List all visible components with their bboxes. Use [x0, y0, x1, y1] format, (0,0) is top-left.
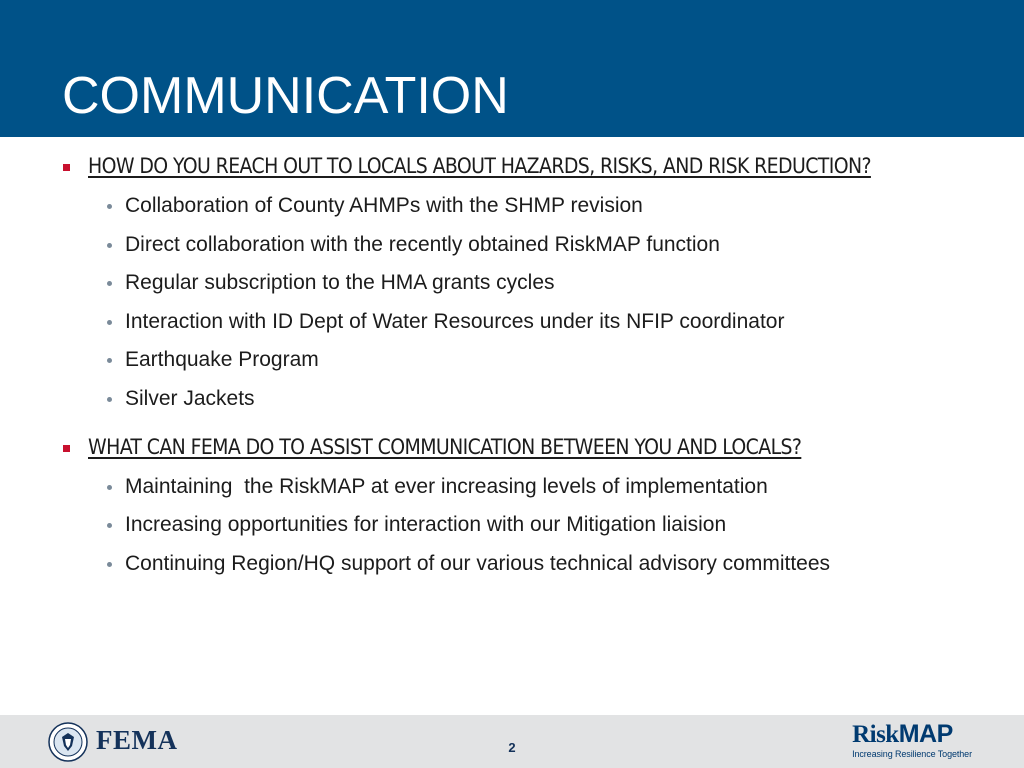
list-item	[125, 187, 1024, 226]
dot-bullet-icon	[107, 320, 112, 325]
list-item	[125, 341, 1024, 380]
fema-logo-text: FEMA	[96, 725, 178, 755]
dhs-seal-icon	[48, 722, 88, 762]
riskmap-logo	[852, 721, 972, 759]
riskmap-word-risk: Risk	[852, 721, 899, 748]
square-bullet-icon	[63, 445, 70, 452]
list-item-text: Maintaining the RiskMAP at ever increasing levels of implementation	[125, 474, 768, 498]
riskmap-wordmark	[852, 721, 972, 748]
list-item	[125, 545, 1024, 584]
list-item	[125, 506, 1024, 545]
list-item-text: Continuing Region/HQ support of our various technical advisory committees	[125, 551, 831, 575]
dot-bullet-icon	[107, 204, 112, 209]
question-1-text: HOW DO YOU REACH OUT TO LOCALS ABOUT HAZARDS, RISKS, AND RISK REDUCTION?	[88, 154, 871, 178]
square-bullet-icon	[63, 164, 70, 171]
list-item-text: Silver Jackets	[125, 386, 255, 410]
list-item	[125, 264, 1024, 303]
question-1-answers	[0, 187, 1024, 419]
list-item-text: Increasing opportunities for interaction with our Mitigation liaision	[125, 513, 727, 537]
list-item	[125, 303, 1024, 342]
title-bar	[0, 0, 1024, 137]
riskmap-word-map: MAP	[898, 720, 953, 748]
riskmap-tagline: Increasing Resilience Together	[852, 749, 972, 759]
slide-body	[0, 150, 1024, 583]
list-item-text: Collaboration of County AHMPs with the SHMP revision	[125, 194, 643, 217]
question-1	[88, 150, 948, 183]
dot-bullet-icon	[107, 485, 112, 490]
dot-bullet-icon	[107, 243, 112, 248]
list-item	[125, 380, 1024, 419]
slide-title: COMMUNICATION	[62, 67, 509, 125]
dot-bullet-icon	[107, 358, 112, 363]
list-item	[125, 468, 1024, 507]
question-2-text: WHAT CAN FEMA DO TO ASSIST COMMUNICATION BETWEEN YOU AND LOCALS?	[88, 434, 802, 459]
list-item-text: Direct collaboration with the recently obtained RiskMAP function	[125, 232, 720, 256]
dot-bullet-icon	[107, 397, 112, 402]
list-item-text: Interaction with ID Dept of Water Resources under its NFIP coordinator	[125, 309, 785, 333]
page-number: 2	[508, 740, 516, 755]
dot-bullet-icon	[107, 281, 112, 286]
list-item-text: Regular subscription to the HMA grants cycles	[125, 271, 555, 295]
dot-bullet-icon	[107, 523, 112, 528]
dot-bullet-icon	[107, 562, 112, 567]
question-2-answers	[0, 468, 1024, 584]
list-item	[125, 226, 1024, 265]
footer-bar	[0, 715, 1024, 768]
question-2	[88, 431, 948, 464]
list-item-text: Earthquake Program	[125, 348, 319, 372]
